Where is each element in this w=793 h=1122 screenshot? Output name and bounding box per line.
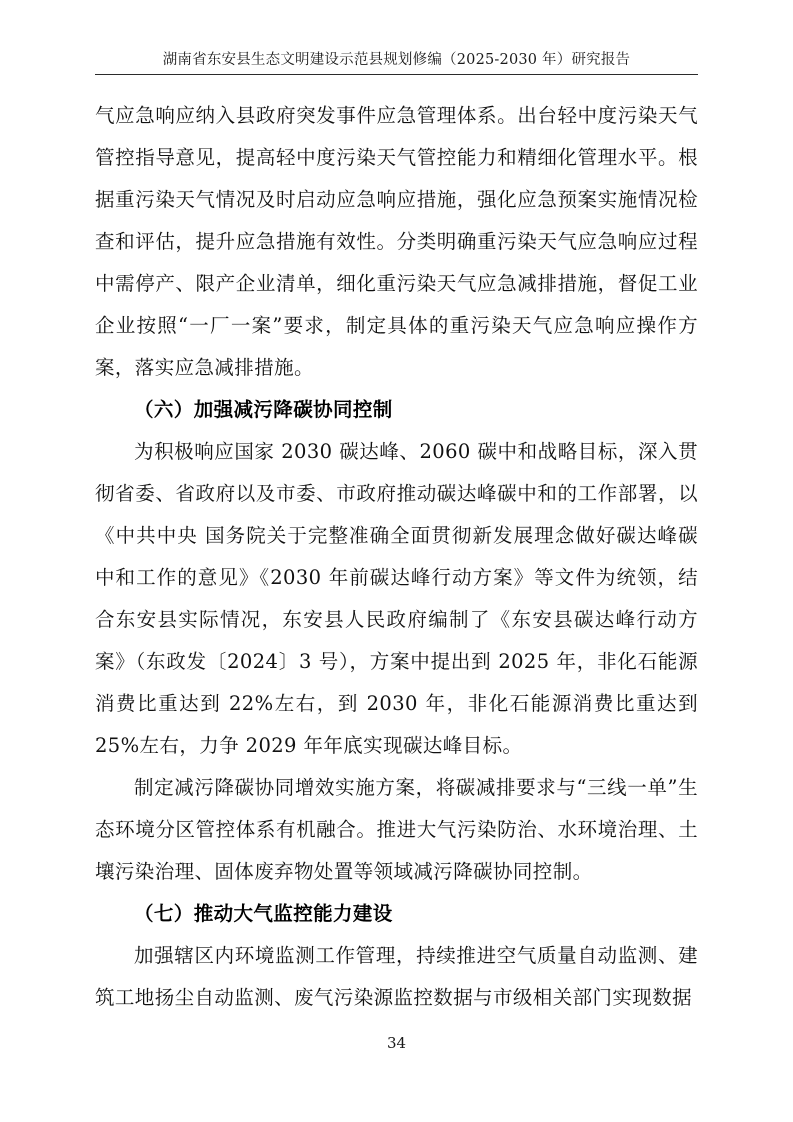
body-paragraph: 加强辖区内环境监测工作管理，持续推进空气质量自动监测、建筑工地扬尘自动监测、废气污染源监控数据与市级相关部门实现数据: [95, 944, 698, 1009]
page-number: 34: [386, 1034, 407, 1052]
body-paragraph: 制定减污降碳协同增效实施方案，将碳减排要求与“三线一单”生态环境分区管控体系有机融合。推进大气污染防治、水环境治理、土壤污染治理、固体废弃物处置等领域减污降碳协同控制。: [95, 776, 698, 883]
page-header-title: 湖南省东安县生态文明建设示范县规划修编（2025-2030 年）研究报告: [162, 52, 631, 68]
body-paragraph: 为积极响应国家 2030 碳达峰、2060 碳中和战略目标，深入贯彻省委、省政府以及市委、市政府推动碳达峰碳中和的工作部署，以《中共中央 国务院关于完整准确全面贯彻新发展理念做好碳达峰碳中和工作的意见》《2030 年前碳达峰行动方案》等文件为统领，结合东安县实际情况，东安县人民政府编制了《东安县碳达峰行动方案》（东政发〔2024〕3 号），方案中提出到 2025 年，非化石能源消费比重达到 22%左右，到 2030 年，非化石能源消费比重达到 25%左右，力争 2029 年年底实现碳达峰目标。: [95, 440, 698, 757]
section-heading-six: （六）加强减污降碳协同控制: [134, 398, 393, 421]
header-divider: [95, 74, 698, 75]
body-paragraph: 气应急响应纳入县政府突发事件应急管理体系。出台轻中度污染天气管控指导意见，提高轻中度污染天气管控能力和精细化管理水平。根据重污染天气情况及时启动应急响应措施，强化应急预案实施情况检查和评估，提升应急措施有效性。分类明确重污染天气应急响应过程中需停产、限产企业清单，细化重污染天气应急减排措施，督促工业企业按照“一厂一案”要求，制定具体的重污染天气应急响应操作方案，落实应急减排措施。: [95, 104, 698, 379]
page-content: [95, 95, 698, 1019]
section-heading-seven: （七）推动大气监控能力建设: [134, 902, 393, 925]
